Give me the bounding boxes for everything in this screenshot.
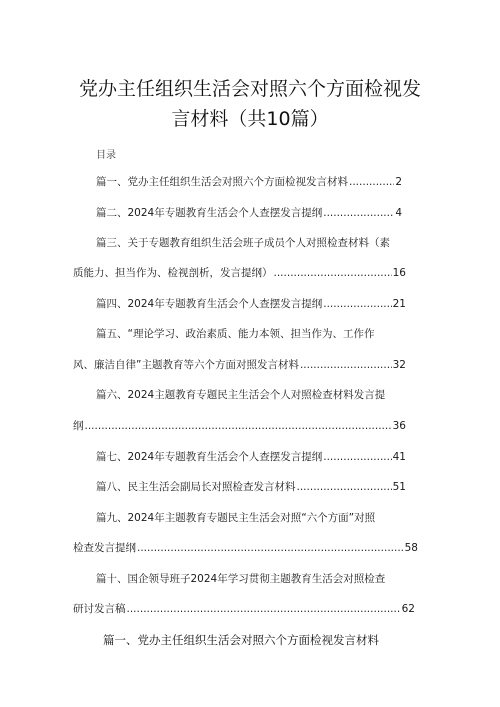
toc-entry-5[interactable]: [73, 358, 406, 372]
toc-entry-text: 篇七、2024年专题教育生活会个人查摆发言提纲: [96, 451, 323, 463]
toc-entry-text: 篇二、2024年专题教育生活会个人查摆发言提纲: [96, 207, 323, 219]
toc-entry-9[interactable]: [73, 541, 418, 555]
section-heading: 篇一、党办主任组织生活会对照六个方面检视发言材料: [103, 633, 379, 647]
toc-entry-4[interactable]: [96, 297, 406, 311]
toc-page-number: 36: [392, 420, 406, 432]
document-title-line1: 党办主任组织生活会对照六个方面检视发: [78, 78, 421, 100]
toc-leader-dots: [274, 266, 392, 280]
toc-entry-5-line1[interactable]: 篇五、“理论学习、政治素质、能力本领、担当作为、工作作: [96, 328, 375, 340]
toc-page-number: 4: [395, 207, 402, 219]
toc-label: 目录: [96, 150, 116, 161]
toc-entry-text: 纲: [73, 420, 84, 432]
toc-entry-6-line1[interactable]: 篇六、2024主题教育专题民主生活会个人对照检查材料发言提: [96, 389, 386, 401]
toc-entry-text: 风、廉洁自律”主题教育等六个方面对照发言材料: [73, 359, 299, 371]
toc-entry-1[interactable]: [96, 175, 402, 189]
toc-entry-9-line1[interactable]: 篇九、2024年主题教育专题民主生活会对照“六个方面”对照: [96, 512, 376, 524]
toc-page-number: 2: [395, 176, 402, 188]
toc-leader-dots: [323, 297, 391, 311]
toc-leader-dots: [349, 175, 394, 189]
toc-entry-6[interactable]: [73, 419, 406, 433]
toc-page-number: 32: [392, 359, 406, 371]
toc-entry-3[interactable]: [73, 266, 406, 280]
toc-entry-10-line1[interactable]: 篇十、国企领导班子2024年学习贯彻主题教育生活会对照检查: [96, 573, 386, 585]
toc-leader-dots: [127, 602, 401, 616]
toc-leader-dots: [323, 206, 394, 220]
toc-page-number: 62: [401, 603, 415, 615]
toc-leader-dots: [297, 480, 392, 494]
toc-entry-2[interactable]: [96, 206, 402, 220]
toc-page-number: 51: [392, 481, 406, 493]
toc-entry-10[interactable]: [73, 602, 415, 616]
toc-entry-text: 篇八、民主生活会副局长对照检查发言材料: [96, 481, 296, 493]
toc-page-number: 41: [392, 451, 406, 463]
toc-entry-text: 质能力、担当作为、检视剖析，发言提纲）: [73, 267, 273, 279]
toc-entry-text: 研讨发言稿: [73, 603, 126, 615]
toc-entry-text: 篇一、党办主任组织生活会对照六个方面检视发言材料: [96, 176, 348, 188]
toc-page-number: 21: [392, 298, 406, 310]
document-title-line2: 言材料（共10篇）: [171, 108, 329, 130]
toc-leader-dots: [85, 419, 392, 433]
toc-page-number: 58: [404, 542, 418, 554]
toc-leader-dots: [137, 541, 404, 555]
toc-page-number: 16: [392, 267, 406, 279]
toc-entry-8[interactable]: [96, 480, 406, 494]
toc-entry-text: 篇四、2024年专题教育生活会个人查摆发言提纲: [96, 298, 323, 310]
toc-leader-dots: [300, 358, 392, 372]
toc-entry-7[interactable]: [96, 450, 406, 464]
toc-entry-3-line1[interactable]: 篇三、关于专题教育组织生活会班子成员个人对照检查材料（素: [96, 237, 390, 249]
toc-entry-text: 检查发言提纲: [73, 542, 136, 554]
toc-leader-dots: [323, 450, 391, 464]
